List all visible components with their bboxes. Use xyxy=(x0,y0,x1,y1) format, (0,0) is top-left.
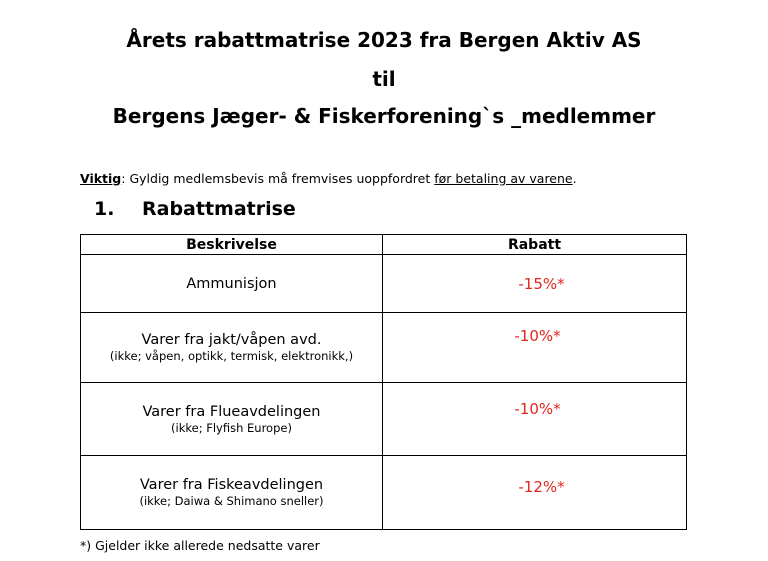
discount-value: -10%* xyxy=(514,326,561,345)
document-subtitle: Bergens Jæger- & Fiskerforening`s _medlemmer xyxy=(112,104,656,128)
row-discount xyxy=(383,456,687,530)
table-row xyxy=(81,383,687,456)
row-description-main: Varer fra Flueavdelingen xyxy=(142,403,321,420)
row-discount xyxy=(383,383,687,456)
table-row xyxy=(81,255,687,313)
note-text: : Gyldig medlemsbevis må fremvises uoppfordret xyxy=(121,171,435,186)
discount-matrix-table xyxy=(80,234,687,530)
section-heading xyxy=(94,198,296,220)
note-label: Viktig xyxy=(80,171,122,186)
row-description-exclusions: (ikke; Flyfish Europe) xyxy=(171,420,292,435)
table-row xyxy=(81,313,687,383)
column-header-discount: Rabatt xyxy=(383,235,687,255)
document-title-connector: til xyxy=(372,67,396,91)
table-header-row xyxy=(81,235,687,255)
row-description xyxy=(81,255,383,313)
row-description xyxy=(81,313,383,383)
section-title: Rabattmatrise xyxy=(142,198,296,220)
row-discount xyxy=(383,313,687,383)
row-description xyxy=(81,456,383,530)
row-description-exclusions: (ikke; våpen, optikk, termisk, elektronikk,) xyxy=(109,349,354,363)
note-underlined-text: før betaling av varene xyxy=(434,171,573,186)
discount-value: -15%* xyxy=(518,274,565,293)
row-description-main: Ammunisjon xyxy=(186,275,277,292)
row-discount xyxy=(383,255,687,313)
footnote: *) Gjelder ikke allerede nedsatte varer xyxy=(80,538,320,553)
column-header-description: Beskrivelse xyxy=(81,235,383,255)
note-text-end: . xyxy=(572,171,577,186)
row-description-exclusions: (ikke; Daiwa & Shimano sneller) xyxy=(139,494,324,508)
section-number: 1. xyxy=(94,198,115,220)
document-title: Årets rabattmatrise 2023 fra Bergen Aktiv AS xyxy=(126,28,642,52)
row-description-main: Varer fra Fiskeavdelingen xyxy=(139,477,324,493)
row-description-main: Varer fra jakt/våpen avd. xyxy=(141,332,322,348)
discount-value: -12%* xyxy=(518,477,565,496)
row-description xyxy=(81,383,383,456)
table-row xyxy=(81,456,687,530)
important-note xyxy=(80,171,577,186)
discount-value: -10%* xyxy=(514,400,561,418)
